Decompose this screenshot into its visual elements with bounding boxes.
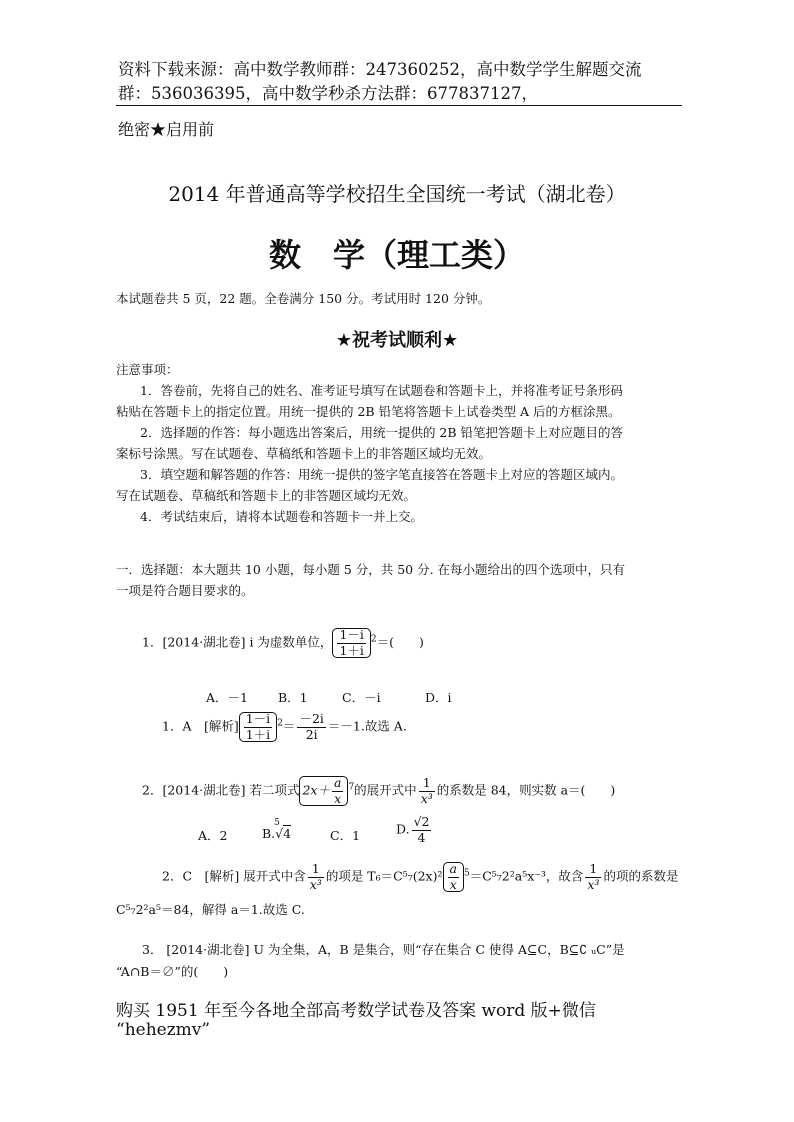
section-heading: 一．选择题：本大题共 10 小题，每小题 5 分，共 50 分. 在每小题给出的四个选项中，只有 [116,562,626,577]
good-luck-banner: ★祝考试顺利★ [335,330,459,351]
question-2-exp: 7 [348,782,355,793]
answer-1-prefix: 1．A [解析] [162,718,239,734]
question-2-option-b-radicand: 4 [283,826,292,841]
question-2 [142,776,615,806]
question-1 [142,628,424,658]
notes-item: 4．考试结束后，请将本试题卷和答题卡一并上交。 [140,509,423,524]
question-2-mid-den: x³ [420,790,433,806]
question-1-num: 1－i [339,627,364,642]
answer-1 [162,712,407,742]
question-2-suffix: 的系数是 84，则实数 a＝( ) [436,782,616,798]
question-2-option-d-label: D. [396,821,410,837]
answer-2-paren-exp: 5 [463,868,470,879]
notes-item: 2．选择题的作答：每小题选出答案后，用统一提供的 2B 铅笔把答题卡上对应题目的答 [140,425,624,440]
question-2-frac-den: x [334,790,342,806]
question-2-term: 2x＋ [302,782,330,798]
notes-item: 3．填空题和解答题的作答：用统一提供的签字笔直接答在答题卡上对应的答题区域内。 [140,467,623,482]
question-1-den: 1＋i [339,642,364,658]
question-3-cont: “A∩B＝∅”的( ) [116,964,229,979]
exam-info: 本试题卷共 5 页，22 题。全卷满分 150 分。考试用时 120 分钟。 [116,291,491,306]
answer-1-frac-den: 2i [305,726,318,742]
question-1-suffix: ＝( ) [376,634,424,650]
question-1-option-a: A．－1 [206,690,248,705]
answer-2-frac2-num: 1 [585,863,601,878]
answer-1-paren [239,712,277,742]
answer-2-frac2-den: x³ [587,876,600,892]
answer-1-num: 1－i [245,711,271,726]
answer-1-eq: ＝ [282,718,296,734]
footer-line-2: “hehezmv” [116,1020,211,1040]
footer-line-1: 购买 1951 年至今各地全部高考数学试卷及答案 word 版+微信 [116,1001,596,1021]
question-3: 3． [2014·湖北卷] U 为全集，A，B 是集合，则“存在集合 C 使得 A⊆C，B⊆∁ ᵤC”是 [142,942,625,957]
header-line-1: 资料下载来源：高中数学教师群：247360252，高中数学学生解题交流 [118,60,642,79]
answer-2-end: 的项的系数是 [603,868,679,884]
answer-2-frac-den: x³ [309,876,322,892]
question-2-paren [299,776,348,806]
answer-1-den: 1＋i [245,726,271,742]
question-1-exp: 2 [370,634,377,645]
header-divider [116,105,682,106]
answer-2-line-2: C⁵₇2²a⁵＝84，解得 a＝1.故选 C. [116,902,305,917]
answer-2-frac-num: 1 [308,863,324,878]
question-2-option-d [396,816,433,844]
question-2-prefix: 2．[2014·湖北卷] 若二项式 [142,782,300,798]
question-2-option-d-num: √2 [413,814,430,829]
question-2-option-b-label: B. [262,826,276,841]
question-2-mid: 的展开式中 [354,782,417,798]
header-line-2: 群：536036395，高中数学秒杀方法群：677837127， [118,84,538,103]
notes-item: 案标号涂黑。写在试题卷、草稿纸和答题卡上的非答题区域均无效。 [116,446,492,461]
section-heading-cont: 一项是符合题目要求的。 [116,583,254,598]
secret-label: 绝密★启用前 [118,120,215,139]
question-2-option-b-index: 5 [274,818,280,828]
answer-1-suffix: ＝－1.故选 A. [327,718,407,734]
question-1-paren [332,628,370,658]
question-2-option-d-den: 4 [417,829,426,845]
answer-2 [162,862,678,892]
question-1-option-d: D．i [425,690,452,705]
notes-heading: 注意事项： [116,362,179,377]
subject-title: 数 学（理工类） [268,236,525,274]
answer-2-rest: ＝C⁵₇2²a⁵x⁻³，故含 [469,868,584,884]
question-1-option-b: B．1 [278,690,308,705]
answer-2-paren-num: a [449,861,457,876]
answer-2-paren-den: x [449,876,457,892]
answer-2-prefix: 2．C [解析] 展开式中含 [162,868,306,884]
question-1-option-c: C．－i [342,690,381,705]
answer-1-frac-num: －2i [299,711,324,726]
question-2-frac-num: a [333,775,342,790]
question-2-mid-num: 1 [419,777,435,792]
question-1-prefix: 1．[2014·湖北卷] i 为虚数单位， [142,634,333,650]
notes-item: 写在试题卷、草稿纸和答题卡上的非答题区域均无效。 [116,488,417,503]
notes-item: 粘贴在答题卡上的指定位置。用统一提供的 2B 铅笔将答题卡上试卷类型 A 后的方框涂黑。 [116,404,621,419]
exam-title: 2014 年普通高等学校招生全国统一考试（湖北卷） [168,182,626,206]
answer-1-exp: 2 [277,718,283,729]
notes-item: 1．答卷前，先将自己的姓名、准考证号填写在试题卷和答题卡上，并将准考证号条形码 [140,383,623,398]
question-2-option-a: A．2 [198,828,228,843]
answer-2-mid: 的项是 T₆＝C⁵₇(2x)² [325,868,443,884]
question-2-option-c: C．1 [330,828,361,843]
question-2-option-b: B. 5 √4 [262,818,292,841]
